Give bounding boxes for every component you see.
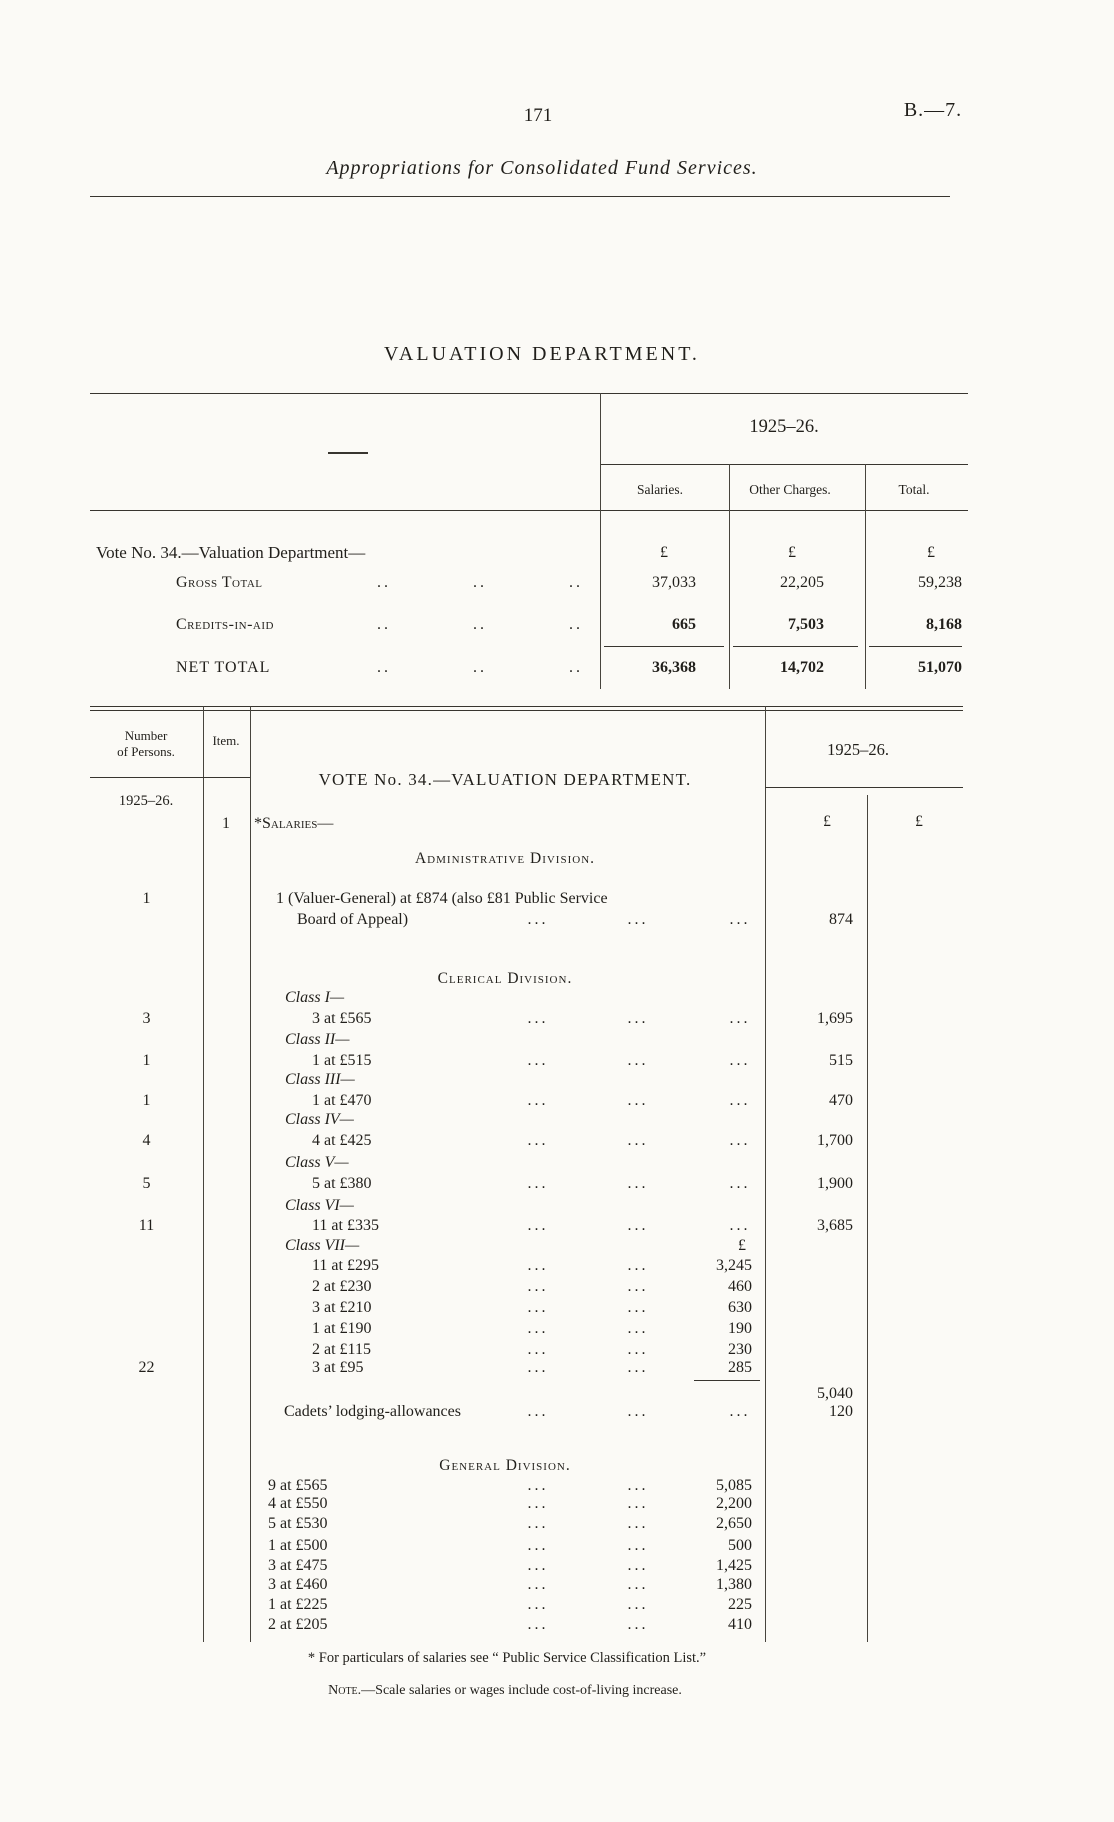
- persons-count: 5: [142, 1175, 151, 1192]
- table-rule: [90, 710, 963, 711]
- dot-leader: ..: [569, 616, 583, 633]
- sub-amount: 2,200: [716, 1495, 752, 1512]
- currency-symbol: £: [927, 544, 935, 561]
- subtotal-rule: [694, 1380, 760, 1381]
- salaries-footnote: * For particulars of salaries see “ Public Service Classification List.”: [307, 1650, 707, 1666]
- dot-leader: ...: [527, 1278, 549, 1295]
- salary-line-label: 3 at £565: [312, 1010, 372, 1027]
- salary-line-label: 3 at £95: [312, 1359, 364, 1376]
- dot-leader: ..: [377, 574, 391, 591]
- sub-amount: 630: [728, 1299, 752, 1316]
- row-label-gross-total: Gross Total: [176, 574, 263, 591]
- class-heading: Class VI—: [285, 1197, 354, 1214]
- row-label-net-total: NET TOTAL: [176, 659, 271, 676]
- column-header-other-charges: Other Charges.: [749, 482, 831, 497]
- gross-salaries-value: 37,033: [652, 574, 696, 591]
- dot-leader: ...: [627, 1092, 649, 1109]
- dot-leader: ...: [729, 1403, 751, 1420]
- class-heading: Class IV—: [285, 1111, 354, 1128]
- dot-leader: ..: [473, 616, 487, 633]
- net-total-value: 51,070: [918, 659, 962, 676]
- column-header-salaries: Salaries.: [636, 482, 684, 497]
- section-heading: VALUATION DEPARTMENT.: [384, 343, 700, 365]
- dot-leader: ...: [527, 1299, 549, 1316]
- dot-leader: ...: [627, 1175, 649, 1192]
- item-number: 1: [222, 815, 230, 832]
- salary-line-label: 2 at £230: [312, 1278, 372, 1295]
- dot-leader: ...: [527, 1576, 549, 1593]
- salary-line-label: 1 (Valuer-General) at £874 (also £81 Public Service: [276, 890, 608, 907]
- dot-leader: ...: [627, 1596, 649, 1613]
- detail-year-header: 1925–26.: [827, 740, 889, 759]
- salary-line-label: 1 at £470: [312, 1092, 372, 1109]
- dot-leader: ...: [527, 911, 549, 928]
- dot-leader: ...: [527, 1257, 549, 1274]
- dot-leader: ...: [627, 1576, 649, 1593]
- salary-line-label: Cadets’ lodging-allowances: [284, 1403, 461, 1420]
- amount: 1,695: [817, 1010, 853, 1027]
- persons-count: 1: [142, 890, 151, 907]
- persons-count: 4: [142, 1132, 151, 1149]
- division-heading: Clerical Division.: [437, 970, 573, 987]
- dot-leader: ...: [527, 1175, 549, 1192]
- amount: 5,040: [817, 1385, 853, 1402]
- sub-amount: 3,245: [716, 1257, 752, 1274]
- sub-amount: 225: [728, 1596, 752, 1613]
- dot-leader: ...: [527, 1132, 549, 1149]
- salary-line-label: 1 at £225: [268, 1596, 328, 1613]
- gross-other-value: 22,205: [780, 574, 824, 591]
- page-number: 171: [523, 105, 553, 126]
- note-label: Note.: [328, 1683, 362, 1698]
- dot-leader: ...: [627, 1515, 649, 1532]
- dot-leader: ...: [527, 1052, 549, 1069]
- dot-leader: ...: [729, 1052, 751, 1069]
- sub-amount: 410: [728, 1616, 752, 1633]
- dot-leader: ...: [627, 1557, 649, 1574]
- subtotal-rule: [869, 646, 962, 647]
- running-title: Appropriations for Consolidated Fund Services.: [326, 157, 758, 179]
- class-heading: Class II—: [285, 1031, 350, 1048]
- table-rule: [90, 510, 968, 511]
- note-text: —Scale salaries or wages include cost-of-living increase.: [361, 1683, 682, 1698]
- amount: 1,900: [817, 1175, 853, 1192]
- table-rule: [600, 393, 601, 689]
- credits-salaries-value: 665: [672, 616, 696, 633]
- sub-amount: 500: [728, 1537, 752, 1554]
- persons-column-header: of Persons.: [117, 744, 175, 759]
- table-rule: [90, 706, 963, 707]
- salaries-item-heading: *Salaries—: [254, 815, 334, 832]
- amount: 470: [829, 1092, 853, 1109]
- table-rule: [765, 787, 963, 788]
- gross-total-value: 59,238: [918, 574, 962, 591]
- dot-leader: ...: [627, 911, 649, 928]
- salary-line-label: 1 at £190: [312, 1320, 372, 1337]
- subtotal-rule: [604, 646, 724, 647]
- dot-leader: ...: [729, 1092, 751, 1109]
- salary-line-label: 9 at £565: [268, 1477, 328, 1494]
- salary-line-label: 3 at £475: [268, 1557, 328, 1574]
- amount: 874: [829, 911, 853, 928]
- currency-symbol: £: [738, 1237, 746, 1254]
- persons-count: 1: [142, 1052, 151, 1069]
- salary-line-label: 2 at £205: [268, 1616, 328, 1633]
- dot-leader: ...: [527, 1341, 549, 1358]
- persons-count: 1: [142, 1092, 151, 1109]
- persons-column-header: Number: [124, 728, 168, 743]
- table-rule: [203, 706, 204, 1642]
- amount: 120: [829, 1403, 853, 1420]
- dot-leader: ...: [627, 1616, 649, 1633]
- row-label-credits-in-aid: Credits-in-aid: [176, 616, 274, 633]
- dot-leader: ...: [627, 1359, 649, 1376]
- net-salaries-value: 36,368: [652, 659, 696, 676]
- dot-leader: ...: [729, 1010, 751, 1027]
- persons-year-header: 1925–26.: [118, 793, 174, 809]
- table-rule: [600, 464, 968, 465]
- dot-leader: ...: [729, 1217, 751, 1234]
- dot-leader: ...: [527, 1515, 549, 1532]
- dot-leader: ...: [729, 1175, 751, 1192]
- dot-leader: ...: [527, 1010, 549, 1027]
- division-heading: Administrative Division.: [414, 850, 596, 867]
- dot-leader: ...: [527, 1557, 549, 1574]
- sub-amount: 2,650: [716, 1515, 752, 1532]
- dot-leader: ..: [377, 659, 391, 676]
- dot-leader: ...: [729, 911, 751, 928]
- summary-year-header: 1925–26.: [749, 417, 819, 437]
- dot-leader: ...: [527, 1477, 549, 1494]
- salary-line-label: 3 at £460: [268, 1576, 328, 1593]
- table-rule: [250, 706, 251, 1642]
- credits-other-value: 7,503: [788, 616, 824, 633]
- persons-count: 11: [138, 1217, 155, 1234]
- dot-leader: ...: [627, 1132, 649, 1149]
- salary-line-label: 2 at £115: [312, 1341, 371, 1358]
- scale-note: [328, 1681, 682, 1701]
- net-other-value: 14,702: [780, 659, 824, 676]
- dot-leader: ...: [527, 1616, 549, 1633]
- dot-leader: ...: [527, 1403, 549, 1420]
- salary-line-label: 1 at £515: [312, 1052, 372, 1069]
- dot-leader: ...: [627, 1341, 649, 1358]
- salary-line-label: 11 at £295: [312, 1257, 379, 1274]
- dot-leader: ...: [627, 1010, 649, 1027]
- sub-amount: 460: [728, 1278, 752, 1295]
- dot-leader: ...: [627, 1257, 649, 1274]
- sub-amount: 1,425: [716, 1557, 752, 1574]
- class-heading: Class III—: [285, 1071, 355, 1088]
- dot-leader: ...: [527, 1537, 549, 1554]
- sub-amount: 230: [728, 1341, 752, 1358]
- salary-line-label: 1 at £500: [268, 1537, 328, 1554]
- dot-leader: ..: [473, 659, 487, 676]
- dot-leader: ...: [527, 1359, 549, 1376]
- currency-symbol: £: [823, 813, 831, 830]
- item-column-header: Item.: [212, 733, 240, 748]
- class-heading: Class V—: [285, 1154, 349, 1171]
- dot-leader: ...: [527, 1092, 549, 1109]
- currency-symbol: £: [788, 544, 796, 561]
- dot-leader: ...: [527, 1495, 549, 1512]
- vote-title: VOTE No. 34.—VALUATION DEPARTMENT.: [318, 770, 692, 789]
- sub-amount: 1,380: [716, 1576, 752, 1593]
- salary-line-label: 11 at £335: [312, 1217, 379, 1234]
- salary-line-label: Board of Appeal): [297, 911, 409, 928]
- amount: 3,685: [817, 1217, 853, 1234]
- dot-leader: ...: [627, 1278, 649, 1295]
- sub-amount: 190: [728, 1320, 752, 1337]
- header-rule: [90, 196, 950, 197]
- table-rule: [90, 777, 203, 778]
- currency-symbol: £: [915, 813, 923, 830]
- column-header-total: Total.: [898, 482, 930, 497]
- class-heading: Class VII—: [285, 1237, 360, 1254]
- dot-leader: ...: [627, 1299, 649, 1316]
- dot-leader: ...: [627, 1537, 649, 1554]
- subtotal-rule: [733, 646, 858, 647]
- dot-leader: ..: [569, 574, 583, 591]
- table-rule: [203, 777, 250, 778]
- dot-leader: ...: [527, 1217, 549, 1234]
- dot-leader: ...: [729, 1132, 751, 1149]
- credits-total-value: 8,168: [926, 616, 962, 633]
- doc-reference: B.—7.: [903, 99, 963, 121]
- division-heading: General Division.: [439, 1457, 571, 1474]
- empty-stub-dash: [328, 452, 368, 454]
- vote-stub-heading: Vote No. 34.—Valuation Department—: [96, 543, 366, 562]
- persons-count: 3: [142, 1010, 151, 1027]
- salary-line-label: 4 at £425: [312, 1132, 372, 1149]
- salary-line-label: 5 at £530: [268, 1515, 328, 1532]
- dot-leader: ..: [377, 616, 391, 633]
- salary-line-label: 5 at £380: [312, 1175, 372, 1192]
- salary-line-label: 3 at £210: [312, 1299, 372, 1316]
- dot-leader: ...: [627, 1217, 649, 1234]
- dot-leader: ...: [527, 1320, 549, 1337]
- dot-leader: ..: [569, 659, 583, 676]
- class-heading: Class I—: [285, 989, 345, 1006]
- dot-leader: ...: [627, 1477, 649, 1494]
- dot-leader: ..: [473, 574, 487, 591]
- dot-leader: ...: [627, 1403, 649, 1420]
- amount: 1,700: [817, 1132, 853, 1149]
- dot-leader: ...: [627, 1320, 649, 1337]
- sub-amount: 5,085: [716, 1477, 752, 1494]
- amount: 515: [829, 1052, 853, 1069]
- table-rule: [90, 393, 968, 394]
- dot-leader: ...: [527, 1596, 549, 1613]
- table-rule: [867, 795, 868, 1642]
- persons-count: 22: [138, 1359, 155, 1376]
- dot-leader: ...: [627, 1052, 649, 1069]
- sub-amount: 285: [728, 1359, 752, 1376]
- currency-symbol: £: [660, 544, 668, 561]
- dot-leader: ...: [627, 1495, 649, 1512]
- salary-line-label: 4 at £550: [268, 1495, 328, 1512]
